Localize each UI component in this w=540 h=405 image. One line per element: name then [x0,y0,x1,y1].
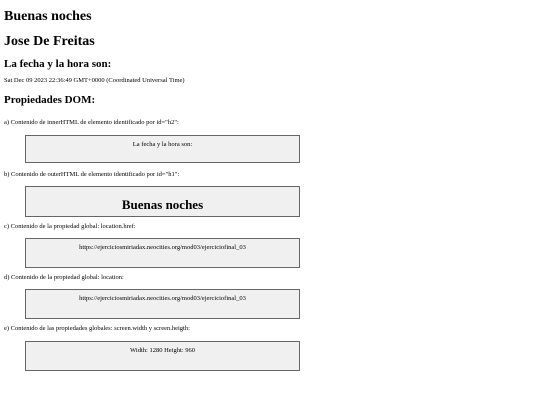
location-value: https://ejerciciosmiriadax.neocities.org/mod03/ejerciciofinal_03 [79,295,246,302]
outerhtml-label: b) Contenido de outerHTML de elemento identificado por id="h1": [4,171,180,178]
outerhtml-value: Buenas noches [121,197,204,212]
date-value: Sat Dec 09 2023 22:36:49 GMT+0000 (Coordinated Universal Time) [4,77,185,84]
name-heading: Jose De Freitas [4,34,95,49]
screen-size-box [25,341,300,371]
location-href-box [25,238,300,268]
location-href-label: c) Contenido de la propiedad global: location.href: [4,223,136,230]
innerhtml-value: La fecha y la hora son: [132,141,193,148]
greeting-heading: Buenas noches [4,9,92,24]
screen-size-label: e) Contenido de las propiedades globales: screen.width y screen.heigth: [4,325,190,332]
innerhtml-label: a) Contenido de innerHTML de elemento identificado por id="h2": [4,119,179,126]
outerhtml-box [25,186,300,217]
location-href-value: https://ejerciciosmiriadax.neocities.org/mod03/ejerciciofinal_03 [79,244,246,251]
innerhtml-box [25,135,300,163]
location-label: d) Contenido de la propiedad global: location: [4,274,124,281]
screen-size-value: Width: 1280 Height: 960 [130,347,195,354]
dom-properties-heading: Propiedades DOM: [4,94,96,106]
date-heading: La fecha y la hora son: [4,58,112,70]
location-box [25,289,300,319]
